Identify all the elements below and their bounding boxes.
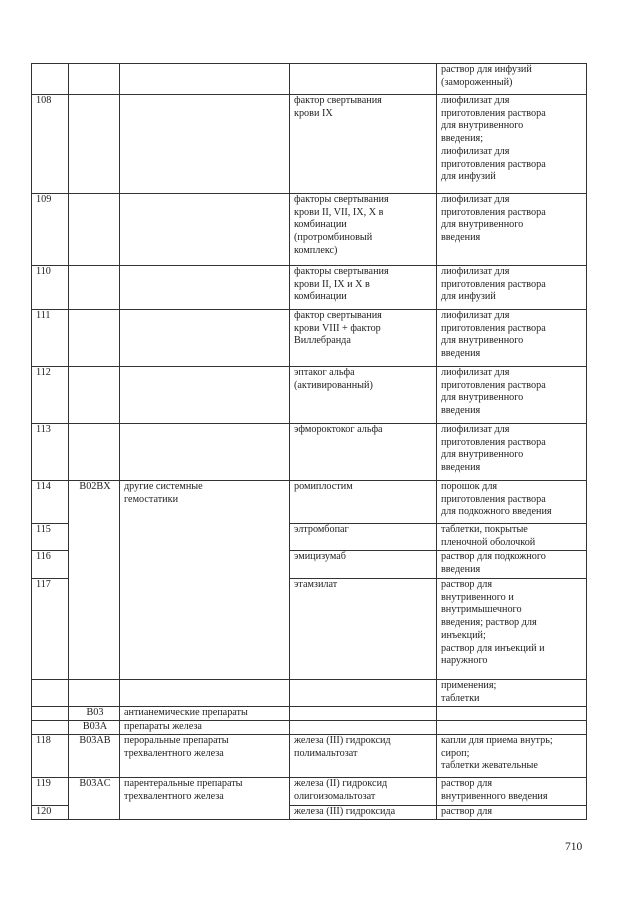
cell-text-line: B03AC [79, 778, 111, 789]
cell-text-line: (замороженный) [441, 76, 513, 88]
row-number-cell [32, 806, 69, 820]
atc-code-cell [69, 310, 120, 367]
cell-text-line: препараты железа [124, 721, 202, 732]
table-row [32, 735, 587, 778]
drug-name-cell [290, 95, 437, 194]
drug-name-cell [290, 551, 437, 579]
cell-text-line: крови II, IX и X в [294, 278, 370, 290]
cell-text-line: внутривенного и [441, 591, 514, 603]
drug-name-cell [290, 194, 437, 266]
cell-text-line: раствор для инъекций и [441, 642, 545, 654]
cell-text-line: трехвалентного железа [124, 790, 224, 802]
drug-name-cell [290, 579, 437, 680]
cell-text-line: лиофилизат для [441, 266, 510, 277]
row-number-cell [32, 579, 69, 680]
cell-text-line: (активированный) [294, 379, 373, 391]
cell-text-line: Виллебранда [294, 335, 351, 347]
drug-name-cell [290, 735, 437, 778]
drug-name-cell [290, 778, 437, 806]
cell-text-line: введения; [441, 133, 484, 145]
row-number-cell [32, 735, 69, 778]
cell-text-line: крови VIII + фактор [294, 322, 381, 334]
cell-text-line: крови II, VII, IX, X в [294, 206, 384, 218]
cell-text-line: таблетки жевательные [441, 760, 538, 772]
dosage-form-cell [437, 266, 587, 310]
drug-name-cell [290, 721, 437, 735]
table-row [32, 194, 587, 266]
cell-text-line: раствор для [441, 778, 493, 789]
cell-text-line: раствор для подкожного [441, 551, 546, 562]
cell-text-line: применения; [441, 680, 497, 691]
cell-text-line: введения; раствор для [441, 617, 537, 629]
cell-text-line: факторы свертывания [294, 266, 389, 277]
cell-text-line: фактор свертывания [294, 310, 382, 321]
row-number-cell [32, 95, 69, 194]
cell-text-line: 116 [36, 551, 51, 562]
cell-text-line: 110 [36, 266, 51, 277]
atc-code-cell [69, 707, 120, 721]
row-number-cell [32, 310, 69, 367]
dosage-form-cell [437, 735, 587, 778]
cell-text-line: для внутривенного [441, 219, 524, 231]
cell-text-line: приготовления раствора [441, 436, 546, 448]
group-cell [120, 424, 290, 481]
cell-text-line: лиофилизат для [441, 194, 510, 205]
cell-text-line: железа (II) гидроксид [294, 778, 388, 789]
cell-text-line: 114 [36, 481, 51, 492]
cell-text-line: сироп; [441, 747, 470, 759]
cell-text-line: 118 [36, 735, 51, 746]
cell-text-line: другие системные [124, 481, 203, 492]
table-row [32, 707, 587, 721]
cell-text-line: ромиплостим [294, 481, 353, 492]
group-cell [120, 266, 290, 310]
group-cell [120, 194, 290, 266]
cell-text-line: лиофилизат для [441, 310, 510, 321]
cell-text-line: внутривенного введения [441, 790, 548, 802]
page-number: 710 [565, 841, 583, 853]
cell-text-line: приготовления раствора [441, 493, 546, 505]
drug-name-cell [290, 481, 437, 524]
drug-name-cell [290, 524, 437, 551]
group-cell [120, 707, 290, 721]
dosage-form-cell [437, 367, 587, 424]
group-cell [120, 735, 290, 778]
dosage-form-cell [437, 806, 587, 820]
dosage-form-cell [437, 778, 587, 806]
drug-name-cell [290, 680, 437, 707]
atc-code-cell [69, 680, 120, 707]
row-number-cell [32, 266, 69, 310]
dosage-form-cell [437, 64, 587, 95]
cell-text-line: гемостатики [124, 493, 179, 505]
cell-text-line: железа (III) гидроксид [294, 735, 391, 746]
dosage-form-cell [437, 707, 587, 721]
group-cell [120, 310, 290, 367]
cell-text-line: наружного [441, 655, 488, 667]
cell-text-line: приготовления раствора [441, 379, 546, 391]
cell-text-line: введения [441, 232, 481, 244]
table-row [32, 778, 587, 806]
cell-text-line: (протромбиновый [294, 232, 373, 244]
cell-text-line: для внутривенного [441, 392, 524, 404]
cell-text-line: приготовления раствора [441, 322, 546, 334]
dosage-form-cell [437, 310, 587, 367]
cell-text-line: 117 [36, 579, 51, 590]
atc-code-cell [69, 95, 120, 194]
cell-text-line: 109 [36, 194, 52, 205]
cell-text-line: 119 [36, 778, 51, 789]
group-cell [120, 778, 290, 820]
cell-text-line: B03 [86, 707, 104, 718]
table-row [32, 481, 587, 524]
drug-name-cell [290, 310, 437, 367]
row-number-cell [32, 481, 69, 524]
cell-text-line: приготовления раствора [441, 107, 546, 119]
row-number-cell [32, 551, 69, 579]
row-number-cell [32, 778, 69, 806]
cell-text-line: 111 [36, 310, 51, 321]
group-cell [120, 64, 290, 95]
table-row [32, 64, 587, 95]
dosage-form-cell [437, 579, 587, 680]
cell-text-line: железа (III) гидроксида [294, 806, 396, 817]
cell-text-line: комплекс) [294, 244, 338, 256]
cell-text-line: трехвалентного железа [124, 747, 224, 759]
cell-text-line: комбинации [294, 219, 347, 231]
cell-text-line: 115 [36, 524, 51, 535]
drug-name-cell [290, 424, 437, 481]
row-number-cell [32, 721, 69, 735]
cell-text-line: введения [441, 348, 481, 360]
table-row [32, 424, 587, 481]
cell-text-line: порошок для [441, 481, 498, 492]
row-number-cell [32, 424, 69, 481]
dosage-form-cell [437, 524, 587, 551]
table-row [32, 367, 587, 424]
cell-text-line: полимальтозат [294, 747, 358, 759]
row-number-cell [32, 367, 69, 424]
table-row [32, 680, 587, 707]
cell-text-line: лиофилизат для [441, 145, 510, 157]
atc-code-cell [69, 735, 120, 778]
drug-list-table [31, 63, 587, 820]
cell-text-line: пероральные препараты [124, 735, 229, 746]
cell-text-line: B03A [82, 721, 108, 732]
atc-code-cell [69, 424, 120, 481]
cell-text-line: фактор свертывания [294, 95, 382, 106]
group-cell [120, 367, 290, 424]
group-cell [120, 721, 290, 735]
cell-text-line: таблетки, покрытые [441, 524, 528, 535]
cell-text-line: 108 [36, 95, 52, 106]
cell-text-line: антианемические препараты [124, 707, 248, 718]
cell-text-line: пленочной оболочкой [441, 536, 536, 548]
dosage-form-cell [437, 95, 587, 194]
cell-text-line: B03AB [79, 735, 111, 746]
row-number-cell [32, 64, 69, 95]
cell-text-line: лиофилизат для [441, 95, 510, 106]
dosage-form-cell [437, 680, 587, 707]
atc-code-cell [69, 266, 120, 310]
cell-text-line: 112 [36, 367, 51, 378]
cell-text-line: таблетки [441, 692, 480, 704]
cell-text-line: приготовления раствора [441, 206, 546, 218]
drug-name-cell [290, 707, 437, 721]
dosage-form-cell [437, 721, 587, 735]
cell-text-line: 113 [36, 424, 51, 435]
table-row [32, 721, 587, 735]
cell-text-line: лиофилизат для [441, 367, 510, 378]
cell-text-line: введения [441, 462, 481, 474]
cell-text-line: приготовления раствора [441, 278, 546, 290]
atc-code-cell [69, 64, 120, 95]
cell-text-line: крови IX [294, 107, 333, 119]
table-row [32, 310, 587, 367]
table-row [32, 95, 587, 194]
cell-text-line: факторы свертывания [294, 194, 389, 205]
cell-text-line: раствор для [441, 579, 493, 590]
cell-text-line: элтромбопаг [294, 524, 349, 535]
cell-text-line: B02BX [79, 481, 111, 492]
cell-text-line: для внутривенного [441, 120, 524, 132]
cell-text-line: введения [441, 405, 481, 417]
cell-text-line: введения [441, 563, 481, 575]
cell-text-line: приготовления раствора [441, 158, 546, 170]
group-cell [120, 481, 290, 680]
drug-name-cell [290, 367, 437, 424]
row-number-cell [32, 680, 69, 707]
atc-code-cell [69, 721, 120, 735]
cell-text-line: для инфузий [441, 171, 496, 183]
table-body [32, 64, 587, 820]
cell-text-line: эмицизумаб [294, 551, 346, 562]
dosage-form-cell [437, 424, 587, 481]
cell-text-line: внутримышечного [441, 604, 522, 616]
cell-text-line: эфмороктоког альфа [294, 424, 383, 435]
row-number-cell [32, 194, 69, 266]
atc-code-cell [69, 778, 120, 820]
cell-text-line: олигоизомальтозат [294, 790, 376, 802]
cell-text-line: для внутривенного [441, 449, 524, 461]
group-cell [120, 95, 290, 194]
dosage-form-cell [437, 194, 587, 266]
cell-text-line: эптаког альфа [294, 367, 355, 378]
dosage-form-cell [437, 551, 587, 579]
row-number-cell [32, 524, 69, 551]
cell-text-line: этамзилат [294, 579, 338, 590]
cell-text-line: комбинации [294, 291, 347, 303]
table-row [32, 266, 587, 310]
atc-code-cell [69, 194, 120, 266]
dosage-form-cell [437, 481, 587, 524]
drug-name-cell [290, 266, 437, 310]
cell-text-line: для подкожного введения [441, 506, 552, 518]
cell-text-line: 120 [36, 806, 52, 817]
cell-text-line: раствор для [441, 806, 493, 817]
cell-text-line: капли для приема внутрь; [441, 735, 553, 746]
drug-name-cell [290, 64, 437, 95]
cell-text-line: раствор для инфузий [441, 64, 532, 75]
drug-name-cell [290, 806, 437, 820]
cell-text-line: парентеральные препараты [124, 778, 243, 789]
row-number-cell [32, 707, 69, 721]
cell-text-line: инъекций; [441, 629, 486, 641]
cell-text-line: лиофилизат для [441, 424, 510, 435]
cell-text-line: для внутривенного [441, 335, 524, 347]
atc-code-cell [69, 367, 120, 424]
cell-text-line: для инфузий [441, 291, 496, 303]
atc-code-cell [69, 481, 120, 680]
group-cell [120, 680, 290, 707]
